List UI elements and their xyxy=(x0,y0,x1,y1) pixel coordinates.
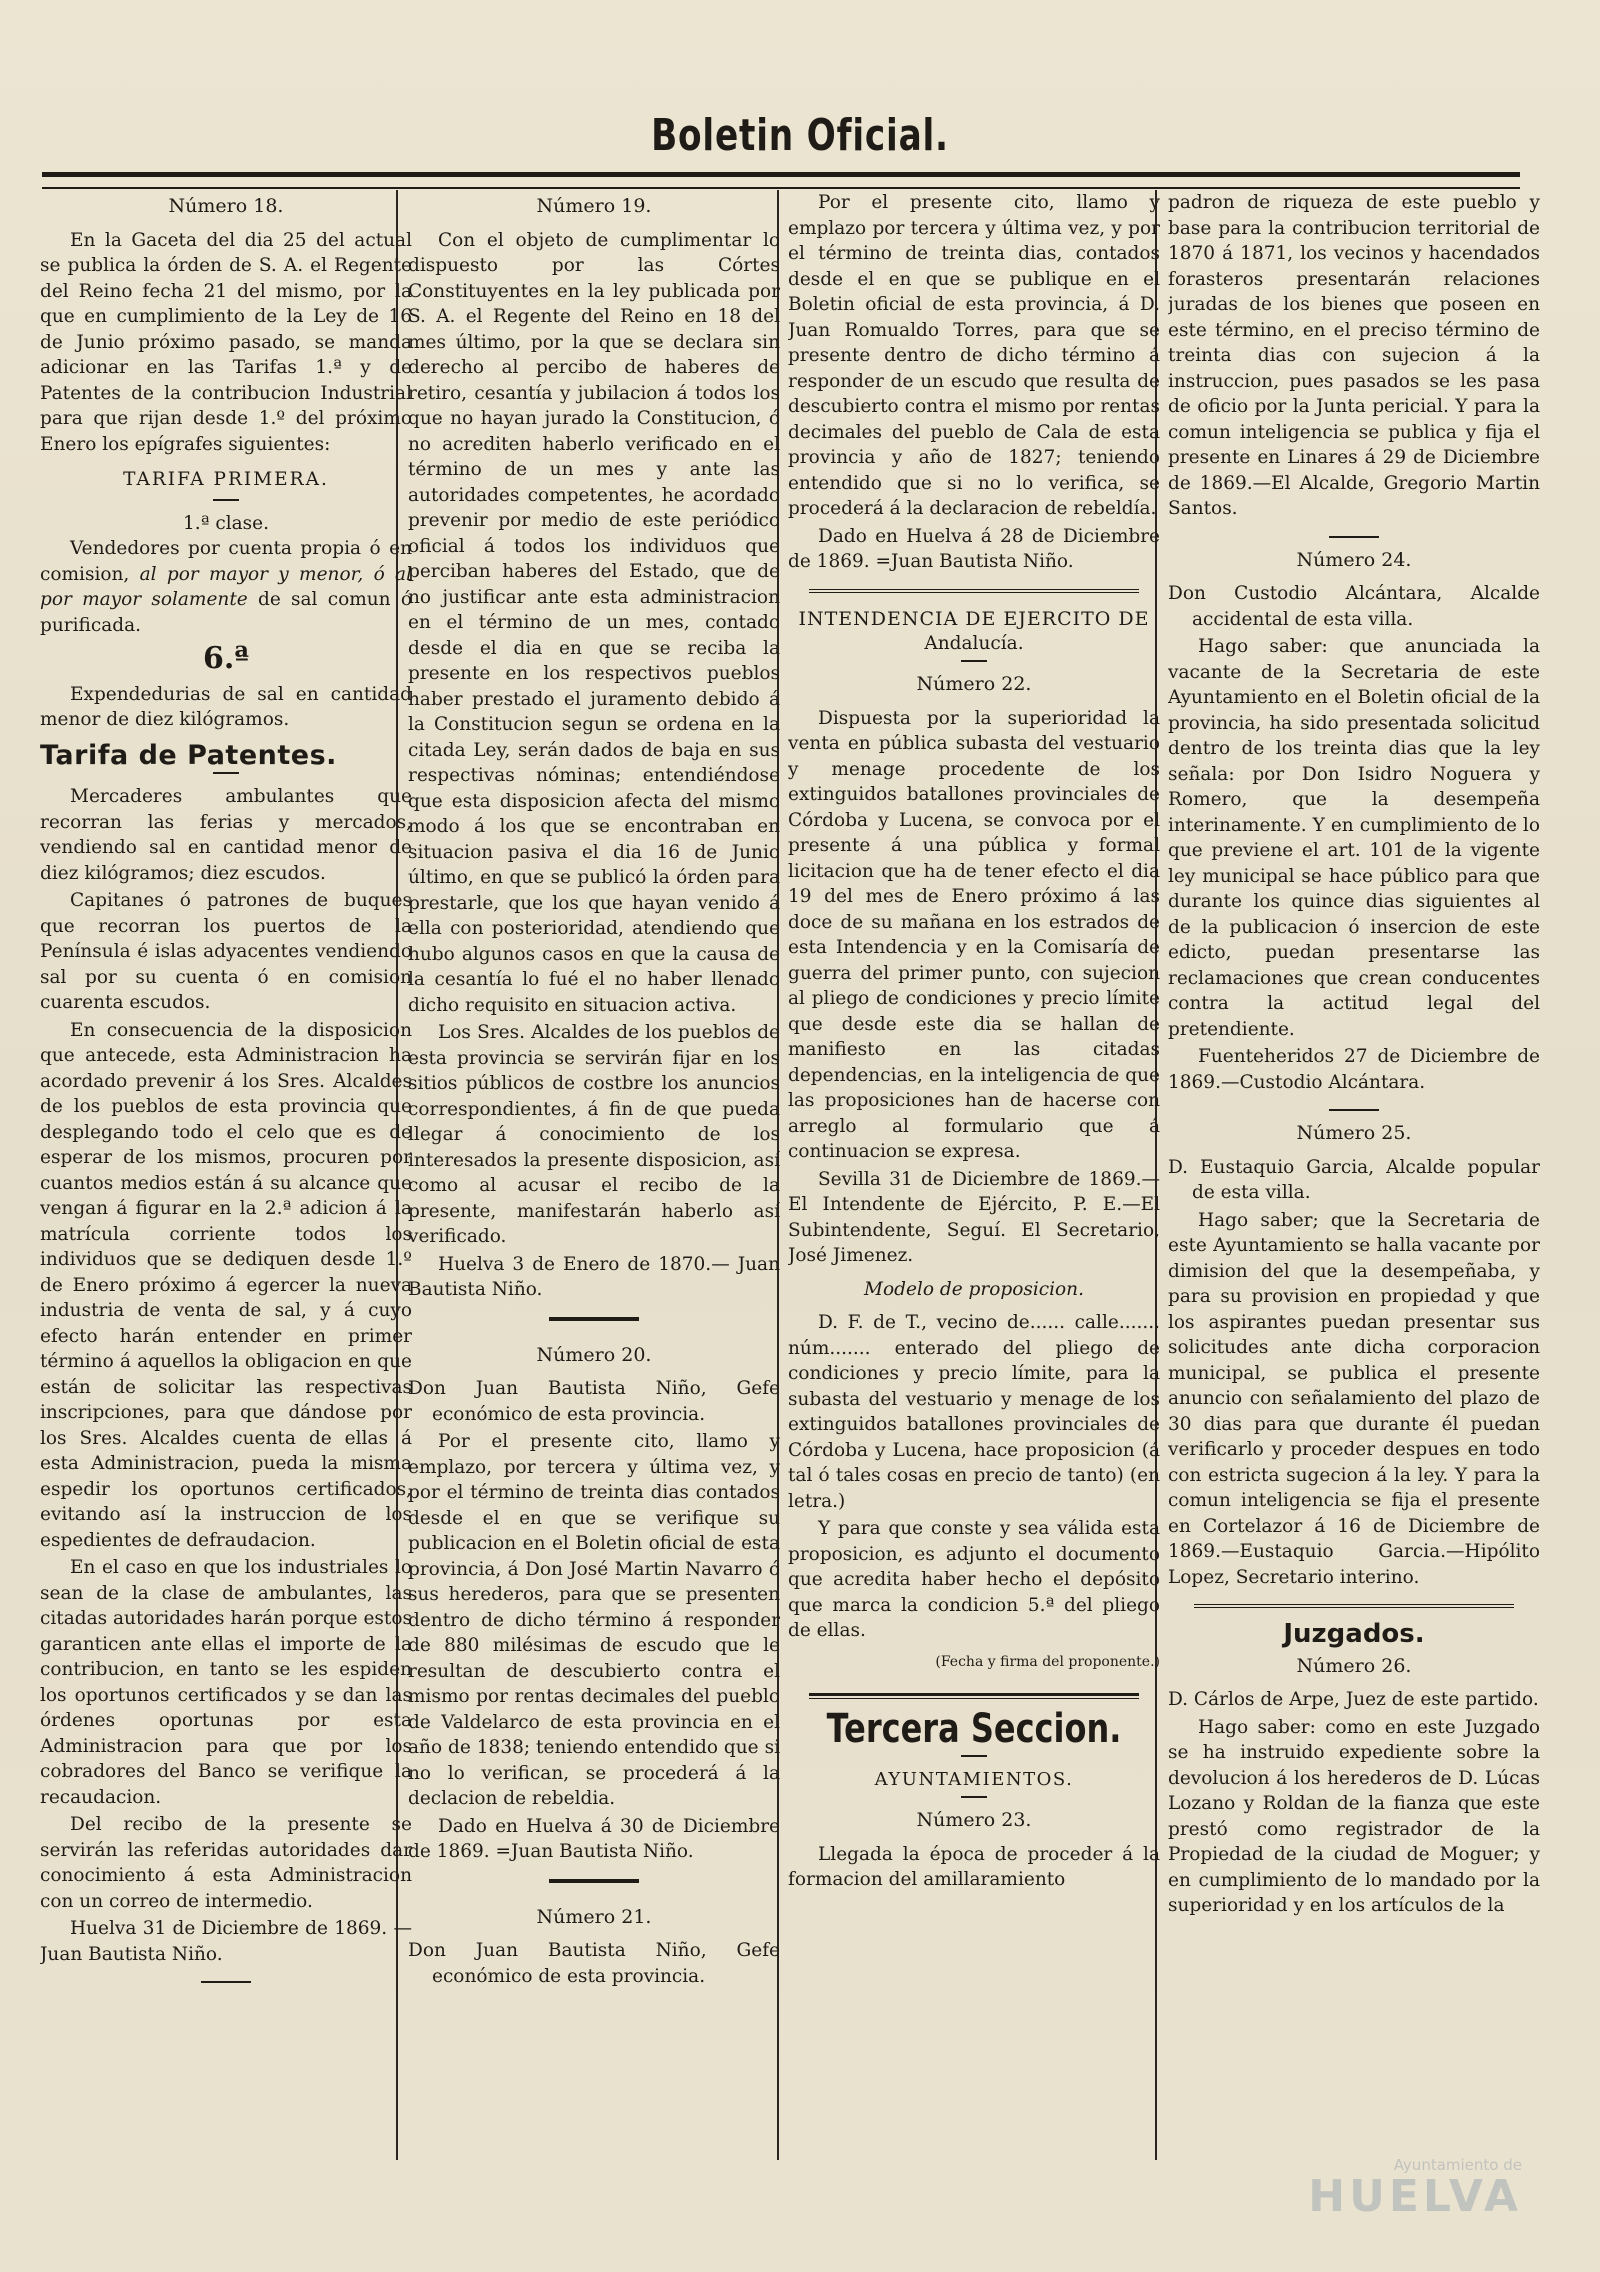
epigrafe-6-heading: 6.ª xyxy=(203,641,249,676)
divider-dash xyxy=(201,1981,251,1983)
intendencia-heading: INTENDENCIA DE EJERCITO DE xyxy=(798,607,1150,630)
notice-25-official: D. Eustaquio Garcia, Alcalde popular de esta villa. xyxy=(1168,1156,1540,1203)
column-3 xyxy=(788,190,1160,2170)
modelo-deposit: Y para que conste y sea válida esta proposicion, es adjunto el documento que acredita haber hecho el depósito que marca la condicion 5.ª del pliego de ellas. xyxy=(788,1518,1160,1641)
notice-26-body: Hago saber: como en este Juzgado se ha instruido expediente sobre la devolucion á los herederos de D. Lúcas Lozano y Roldan de la fianza que este prestó como registrador de la Propiedad de la ciudad de Moguer; y en cumplimiento de lo mandado por la superioridad y en los artículos de la xyxy=(1168,1716,1540,1916)
intendencia-region: Andalucía. xyxy=(924,632,1024,654)
modelo-body: D. F. de T., vecino de...... calle....... núm....... enterado del pliego de condiciones y precio límite, para la subasta del vestuario y menage de los extinguidos batallones provinciales de Córdoba y Lucena, hace proposicion (á tal ó tales cosas en precio de tanto) (en letra.) xyxy=(788,1312,1160,1512)
capitanes-paragraph: Capitanes ó patrones de buques que recorran los puertos de la Península é islas adyacentes vendiendo sal por su cuenta ó en comision cuarenta escudos. xyxy=(40,890,412,1013)
tercera-seccion-heading: Tercera Seccion. xyxy=(826,1706,1122,1752)
vendedores-paragraph: Vendedores por cuenta propia ó en comision, al por mayor y menor, ó al por mayor solamente de sal comun ó purificada. xyxy=(40,538,412,636)
notice-number-19: Número 19. xyxy=(536,195,652,217)
notice-22-signature: Sevilla 31 de Diciembre de 1869.— El Intendente de Ejército, P. E.—El Subintendente, Seguí. El Secretario, José Jimenez. xyxy=(788,1168,1160,1266)
tarifa-primera-heading: TARIFA PRIMERA. xyxy=(123,469,329,490)
divider-dash xyxy=(961,660,987,662)
modelo-heading: Modelo de proposicion. xyxy=(864,1278,1084,1300)
notice-19-alcaldes: Los Sres. Alcaldes de los pueblos de esta provincia se servirán fijar en los sitios públicos de costbre los anuncios correspondientes, á fin de que pueda llegar á conocimiento de los interesados la presente disposicion, así como al acusar el recibo de la presente, manifestarán haberlo así verificado. xyxy=(408,1022,780,1247)
expendedurias-paragraph: Expendedurias de sal en cantidad menor de diez kilógramos. xyxy=(40,683,412,730)
divider-dash xyxy=(213,772,239,774)
divider-dash xyxy=(213,499,239,501)
notice-number-18: Número 18. xyxy=(168,195,284,217)
notice-20-signature: Dado en Huelva á 30 de Diciembre de 1869. =Juan Bautista Niño. xyxy=(408,1815,780,1862)
notice-number-22: Número 22. xyxy=(916,673,1032,695)
notice-number-26: Número 26. xyxy=(1296,1654,1412,1677)
consecuencia-paragraph: En consecuencia de la disposicion que antecede, esta Administracion ha acordado prevenir á los Sres. Alcaldes de los pueblos de esta provincia que desplegando todo el celo que es de esperar de los mismos, procuren por cuantos medios están á su alcance que vengan á figurar en la 2.ª adicion á la matrícula corriente todos los individuos que se dediquen desde 1.º de Enero próximo á egercer la nueva industria de venta de sal, y á cuyo efecto harán entender en primer término á aquellos la obligacion en que están de solicitar las respectivas inscripciones, para que dándose por los Sres. Alcaldes cuenta de ellas á esta Administracion, pueda la misma espedir los oportunos certificados, evitando así la instruccion de los espedientes de defraudacion. xyxy=(40,1019,412,1551)
notice-20-body: Por el presente cito, llamo y emplazo, por tercera y última vez, y por el término de treinta dias contados desde el en que se verifique su publicacion en el Boletin oficial de esta provincia, á Don José Martin Navarro ó sus herederos, para que se presenten dentro de dicho término á responder de 880 milésimas de escudo que le resultan de descubierto contra el mismo por rentas decimales del pueblo de Valdelarco de esta provincia en el año de 1838; teniendo entendido que si no lo verifican, se procederá á la declacion de rebeldia. xyxy=(408,1431,780,1809)
column-2 xyxy=(408,190,780,2170)
notice-18-signature: Huelva 31 de Diciembre de 1869. —Juan Bautista Niño. xyxy=(40,1918,412,1965)
notice-24-official: Don Custodio Alcántara, Alcalde accidental de esta villa. xyxy=(1168,583,1540,630)
section-rule xyxy=(1194,1604,1514,1608)
recibo-paragraph: Del recibo de la presente se servirán las referidas autoridades dar conocimiento á esta Administracion con un correo de intermedio. xyxy=(40,1814,412,1912)
notice-23-continued: padron de riqueza de este pueblo y base para la contribucion territorial de 1870 á 1871, los vecinos y hacendados forasteros presentarán relaciones juradas de los bienes que poseen en este término, en el preciso término de treinta dias con sujecion á la instruccion, pues pasados se les pasa de oficio por la Junta pericial. Y para la comun inteligencia se publica y fija el presente en Linares á 29 de Diciembre de 1869.—El Alcalde, Gregorio Martin Santos. xyxy=(1168,192,1540,519)
juzgados-heading: Juzgados. xyxy=(1283,1619,1425,1649)
divider-dash xyxy=(961,1755,987,1757)
section-rule xyxy=(809,1693,1139,1699)
mercaderes-paragraph: Mercaderes ambulantes que recorran las ferias y mercados, vendiendo sal en cantidad menor de diez kilógramos; diez escudos. xyxy=(40,786,412,884)
notice-number-20: Número 20. xyxy=(536,1343,652,1366)
notice-25-body: Hago saber; que la Secretaria de este Ayuntamiento se halla vacante por dimision del que la desempeñaba, y para su provision en propiedad y que los aspirantes puedan presentar sus solicitudes ante dicha corporacion municipal, se publica el presente anuncio con señalamiento del plazo de 30 dias para que durante él puedan verificarlo y proceder despues en todo con estricta sugecion á la ley. Y para la comun inteligencia se fija el presente en Cortelazor á 16 de Diciembre de 1869.—Eustaquio Garcia.—Hipólito Lopez, Secretario interino. xyxy=(1168,1209,1540,1588)
notice-21-signature: Dado en Huelva á 28 de Diciembre de 1869. =Juan Bautista Niño. xyxy=(788,525,1160,572)
notice-22-body: Dispuesta por la superioridad la venta en pública subasta del vestuario y menage procedente de los extinguidos batallones provinciales de Córdoba y Lucena, se convoca por el presente á una pública y formal licitacion que ha de tener efecto el dia 19 del mes de Enero próximo á las doce de su mañana en los estrados de esta Intendencia y en la Comisaría de guerra del primer punto, con sujecion al pliego de condiciones y precio límite que desde este dia se hallan de manifiesto en las citadas dependencias, en la inteligencia de que las proposiciones han de hacerse con arreglo al formulario que á continuacion se expresa. xyxy=(788,707,1160,1162)
divider-rule xyxy=(549,1317,639,1321)
clase-heading: 1.ª clase. xyxy=(183,512,269,534)
ayuntamientos-heading: AYUNTAMIENTOS. xyxy=(874,1768,1074,1790)
notice-26-official: D. Cárlos de Arpe, Juez de este partido. xyxy=(1168,1689,1539,1710)
notice-18-intro: En la Gaceta del dia 25 del actual se publica la órden de S. A. el Regente del Reino fecha 21 del mismo, por la que en cumplimiento de la Ley de 16 de Junio próximo pasado, se manda adicionar en las Tarifas 1.ª y de Patentes de la contribucion Industrial para que rijan desde 1.º del próximo Enero los epígrafes siguientes: xyxy=(40,229,412,455)
column-4 xyxy=(1168,190,1540,2170)
masthead-title: Boletin Oficial. xyxy=(651,110,949,161)
column-1 xyxy=(40,190,412,2170)
section-rule xyxy=(809,589,1139,593)
notice-number-24: Número 24. xyxy=(1296,548,1412,571)
notice-21-official: Don Juan Bautista Niño, Gefe económico de esta provincia. xyxy=(408,1940,780,1987)
notice-number-23: Número 23. xyxy=(916,1809,1032,1831)
divider-dash xyxy=(1329,536,1379,538)
modelo-footer: (Fecha y firma del proponente.) xyxy=(935,1653,1160,1670)
notice-19-signature: Huelva 3 de Enero de 1870.— Juan Bautista Niño. xyxy=(408,1253,780,1300)
tarifa-patentes-heading: Tarifa de Patentes. xyxy=(40,739,337,771)
notice-24-signature: Fuenteheridos 27 de Diciembre de 1869.—Custodio Alcántara. xyxy=(1168,1046,1540,1093)
divider-dash xyxy=(1329,1109,1379,1111)
divider-dash xyxy=(961,1796,987,1798)
notice-number-21: Número 21. xyxy=(536,1905,652,1928)
archive-watermark: Ayuntamiento de HUELVA xyxy=(1308,2156,1522,2222)
notice-21-body: Por el presente cito, llamo y emplazo por tercera y última vez, y por el término de treinta dias, contados desde el en que se publique en el Boletin oficial de esta provincia, á D. Juan Romualdo Torres, para que se presente dentro de dicho término á responder de un escudo que resulta de descubierto contra el mismo por rentas decimales del pueblo de Cala de esta provincia y año de 1827; teniendo entendido que si no lo verifica, se procederá á la declaracion de rebeldía. xyxy=(788,192,1160,519)
notice-number-25: Número 25. xyxy=(1296,1122,1412,1144)
notice-20-official: Don Juan Bautista Niño, Gefe económico de esta provincia. xyxy=(408,1378,780,1425)
notice-19-body: Con el objeto de cumplimentar lo dispuesto por las Córtes Constituyentes en la ley publicada por S. A. el Regente del Reino en 18 del mes último, por la que se declara sin derecho al percibo de haberes de retiro, cesantía y jubilacion á todos los que no hayan jurado la Constitucion, ó no acrediten haberlo verificado en el término de un mes y ante las autoridades competentes, he acordado prevenir por medio de este periódico oficial á todos los individuos que perciban haberes del Estado, que de no justificar ante esta administracion en el término de un mes, contado desde el dia en que se reciba la presente en los respectivos pueblos haber prestado el juramento debido á la Constitucion segun se ordena en la citada Ley, serán dados de baja en sus respectivas nóminas; entendiéndose que esta disposicion afecta del mismo modo á los que se encontraban en situacion pasiva el dia 16 de Junio último, en que se publicó la órden para prestarle, que los que hayan venido á ella con posterioridad, atendiendo que hubo algunos casos en que la causa de la cesantía lo fué el no haber llenado dicho requisito en situacion activa. xyxy=(408,229,780,1016)
divider-rule xyxy=(549,1879,639,1883)
caso-paragraph: En el caso en que los industriales lo sean de la clase de ambulantes, las citadas autoridades harán porque estos garanticen ante ellas el importe de la contribucion, en tanto se les espiden los oportunos certificados y se dan las órdenes oportunas por esta Administracion para que por los cobradores del Banco se verifique la recaudacion. xyxy=(40,1557,412,1808)
notice-23-body: Llegada la época de proceder á la formacion del amillaramiento xyxy=(788,1843,1160,1890)
notice-24-body: Hago saber: que anunciada la vacante de la Secretaria de este Ayuntamiento en el Boletin oficial de la provincia, ha sido presentada solicitud dentro de los treinta dias que la ley señala: por Don Isidro Noguera y Romero, que la desempeña interinamente. Y en cumplimiento de lo que previene el art. 101 de la vigente ley municipal se hace público para que durante los quince dias siguientes al de la publicacion ó insercion de este edicto, puedan presentarse las reclamaciones que crean conducentes contra la actitud legal del pretendiente. xyxy=(1168,636,1540,1040)
masthead-rule xyxy=(42,172,1520,189)
